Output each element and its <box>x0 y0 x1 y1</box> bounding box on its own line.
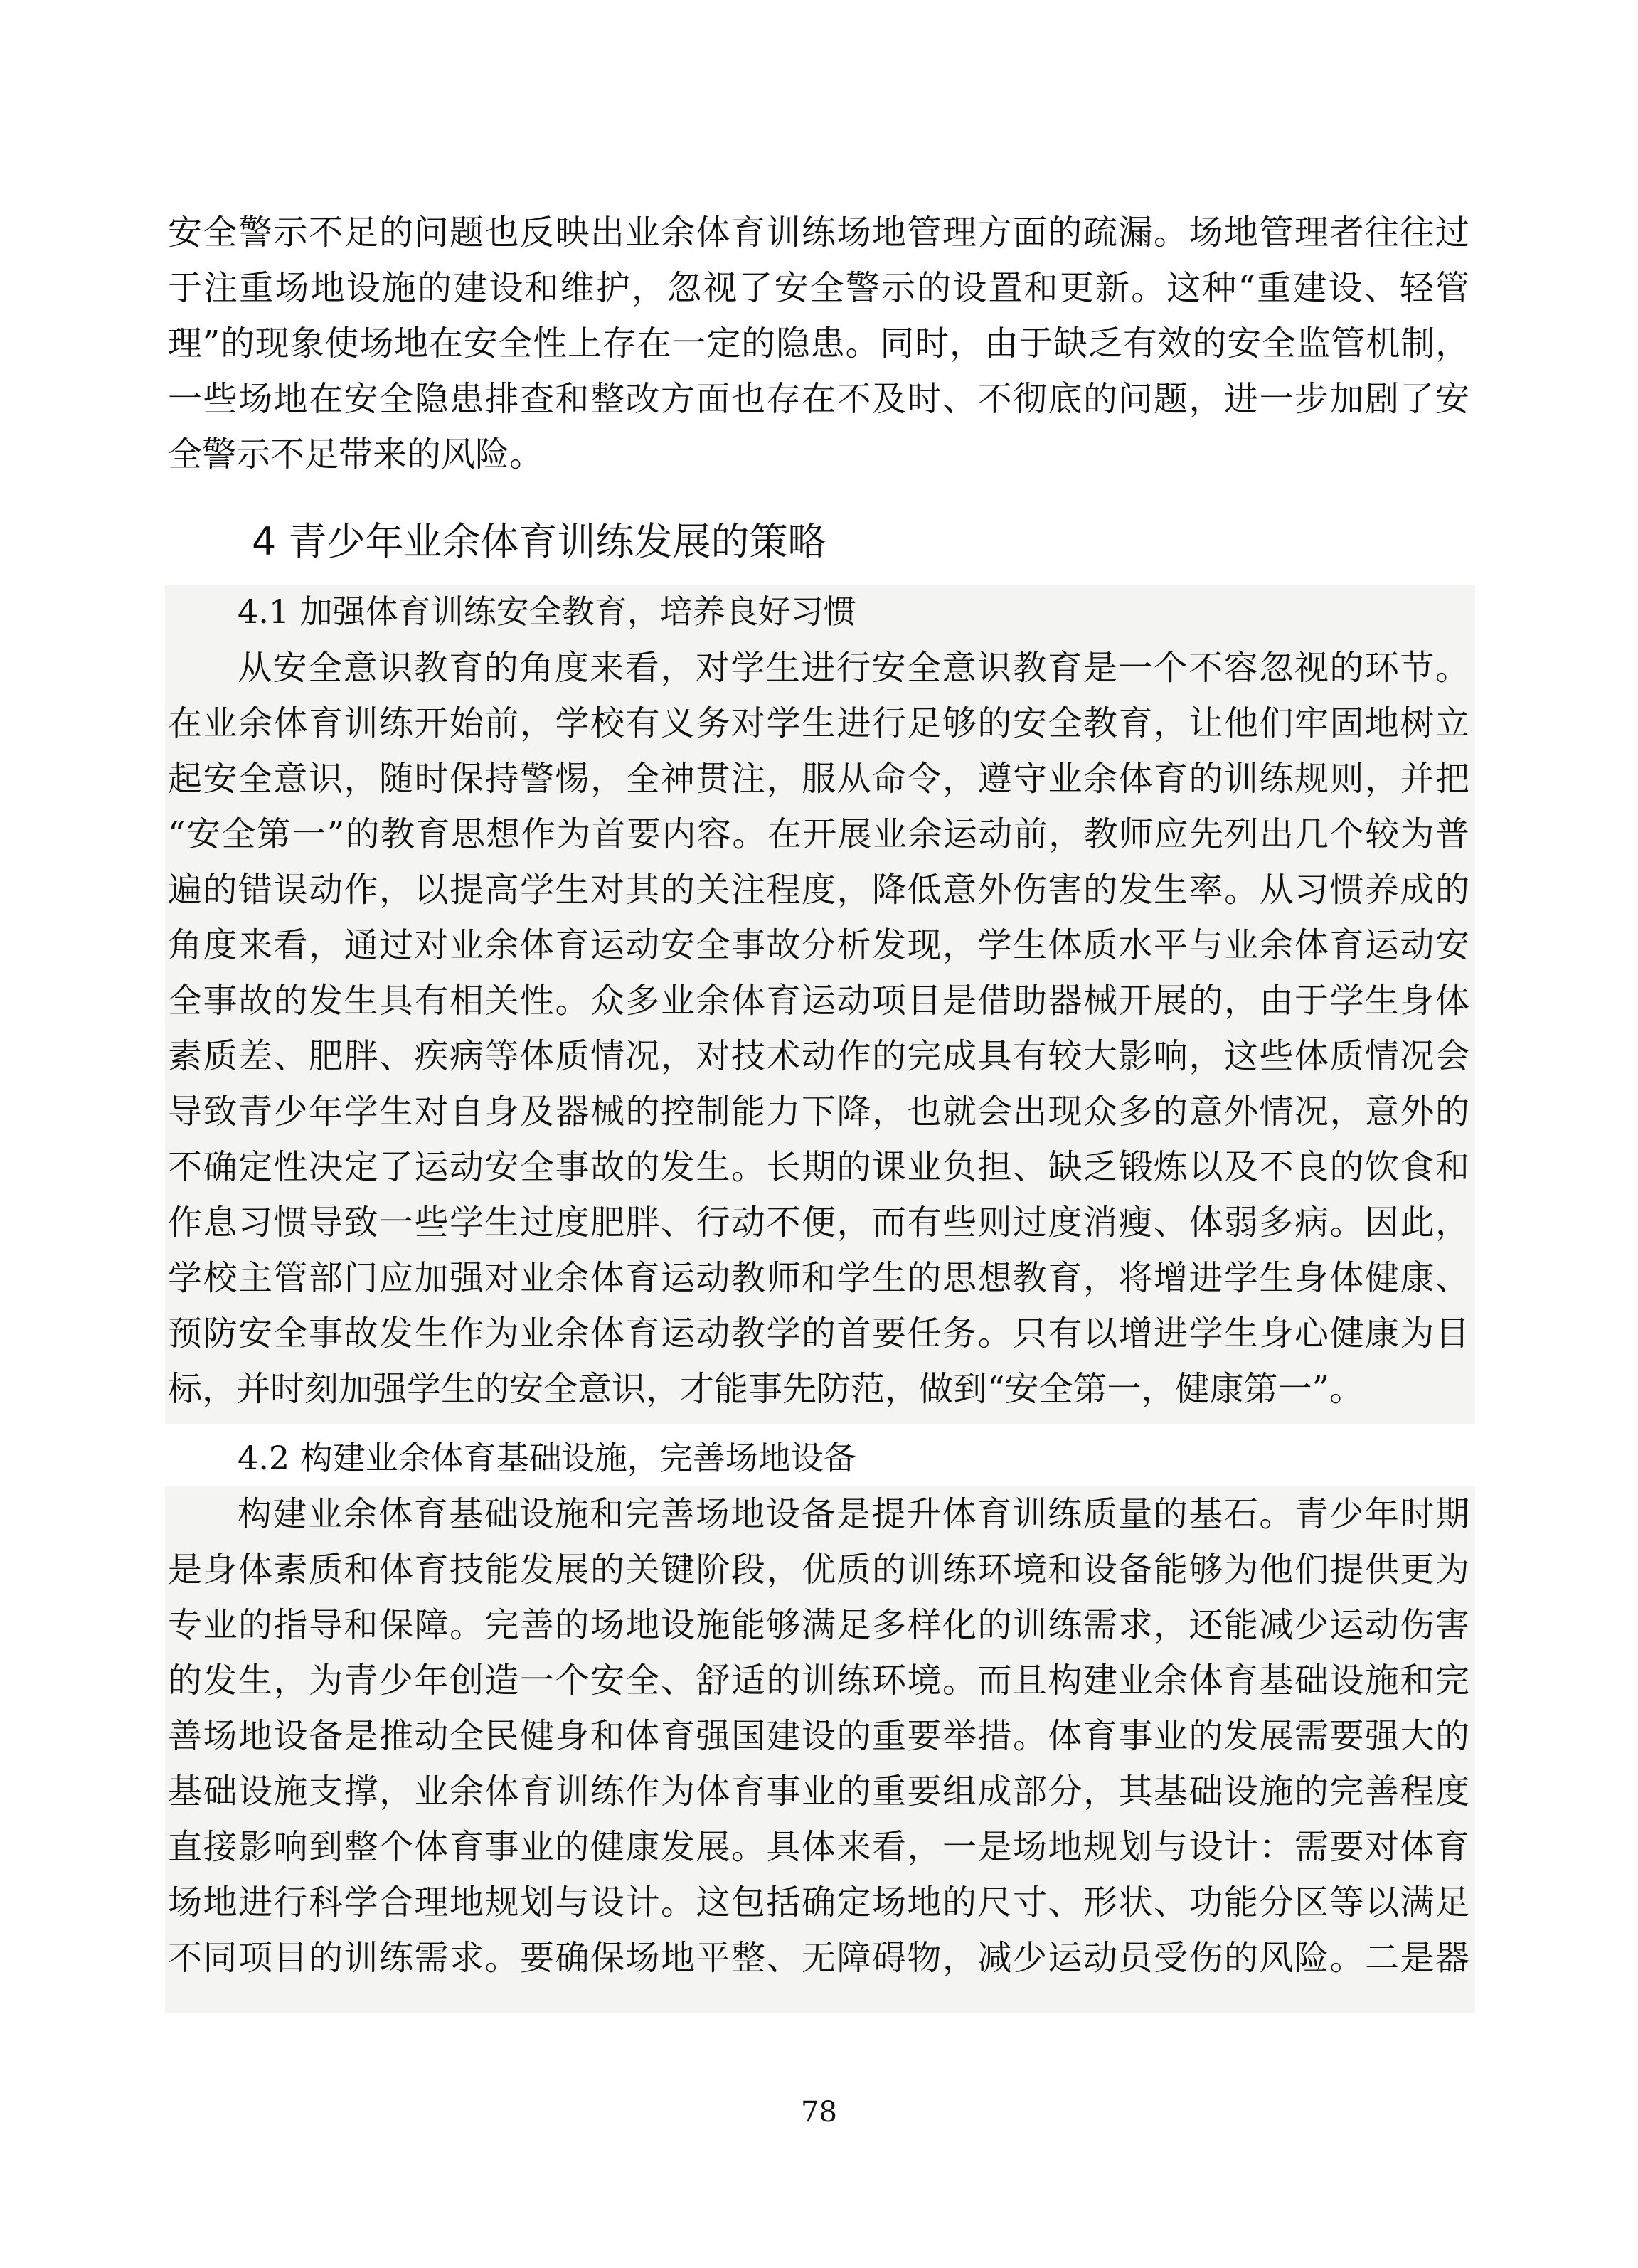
paragraph-line: 遍的错误动作，以提高学生对其的关注程度，降低意外伤害的发生率。从习惯养成的 <box>168 870 1469 910</box>
paragraph-line: 学校主管部门应加强对业余体育运动教师和学生的思想教育，将增进学生身体健康、 <box>168 1258 1469 1298</box>
paragraph-line: 的发生，为青少年创造一个安全、舒适的训练环境。而且构建业余体育基础设施和完 <box>168 1661 1469 1700</box>
paragraph-line: 从安全意识教育的角度来看，对学生进行安全意识教育是一个不容忽视的环节。 <box>238 648 1469 688</box>
subsection-number: 4.1 <box>238 592 290 631</box>
subsection-title: 加强体育训练安全教育，培养良好习惯 <box>299 592 856 631</box>
paragraph-line: 标，并时刻加强学生的安全意识，才能事先防范，做到“安全第一，健康第一”。 <box>168 1369 1364 1409</box>
paragraph-line: 于注重场地设施的建设和维护，忽视了安全警示的设置和更新。这种“重建设、轻管 <box>168 268 1469 308</box>
paragraph-line: 素质差、肥胖、疾病等体质情况，对技术动作的完成具有较大影响，这些体质情况会 <box>168 1036 1469 1076</box>
paragraph-line: 构建业余体育基础设施和完善场地设备是提升体育训练质量的基石。青少年时期 <box>238 1494 1469 1534</box>
paragraph-line: 理”的现象使场地在安全性上存在一定的隐患。同时，由于缺乏有效的安全监管机制， <box>168 324 1469 363</box>
paragraph-line: “安全第一”的教育思想作为首要内容。在开展业余运动前，教师应先列出几个较为普 <box>168 814 1469 854</box>
section-4-2-paragraph <box>168 1486 1469 1986</box>
paragraph-line: 不同项目的训练需求。要确保场地平整、无障碍物，减少运动员受伤的风险。二是器 <box>168 1938 1469 1978</box>
subsection-title: 构建业余体育基础设施，完善场地设备 <box>299 1439 856 1477</box>
paragraph-line: 专业的指导和保障。完善的场地设施能够满足多样化的训练需求，还能减少运动伤害 <box>168 1605 1469 1645</box>
paragraph-line: 起安全意识，随时保持警惕，全神贯注，服从命令，遵守业余体育的训练规则，并把 <box>168 759 1469 799</box>
subsection-heading <box>238 1431 856 1485</box>
subsection-number: 4.2 <box>238 1439 290 1477</box>
paragraph-line: 基础设施支撑，业余体育训练作为体育事业的重要组成部分，其基础设施的完善程度 <box>168 1772 1469 1811</box>
paragraph-line: 是身体素质和体育技能发展的关键阶段，优质的训练环境和设备能够为他们提供更为 <box>168 1550 1469 1590</box>
paragraph-line: 导致青少年学生对自身及器械的控制能力下降，也就会出现众多的意外情况，意外的 <box>168 1092 1469 1132</box>
paragraph-line: 角度来看，通过对业余体育运动安全事故分析发现，学生体质水平与业余体育运动安 <box>168 925 1469 965</box>
paragraph-line: 全警示不足带来的风险。 <box>168 435 544 474</box>
paragraph-line: 安全警示不足的问题也反映出业余体育训练场地管理方面的疏漏。场地管理者往往过 <box>168 213 1469 252</box>
paragraph-line: 一些场地在安全隐患排查和整改方面也存在不及时、不彻底的问题，进一步加剧了安 <box>168 379 1469 419</box>
section-4-1-paragraph <box>168 640 1469 1417</box>
paragraph-line: 不确定性决定了运动安全事故的发生。长期的课业负担、缺乏锻炼以及不良的饮食和 <box>168 1147 1469 1187</box>
page-number: 78 <box>801 2096 837 2129</box>
subsection-heading <box>238 585 856 639</box>
paragraph-line: 全事故的发生具有相关性。众多业余体育运动项目是借助器械开展的，由于学生身体 <box>168 981 1469 1021</box>
paragraph-line: 场地进行科学合理地规划与设计。这包括确定场地的尺寸、形状、功能分区等以满足 <box>168 1883 1469 1922</box>
paragraph-line: 预防安全事故发生作为业余体育运动教学的首要任务。只有以增进学生身心健康为目 <box>168 1314 1469 1353</box>
continuation-paragraph <box>168 205 1469 482</box>
section-heading: 4 青少年业余体育训练发展的策略 <box>252 519 826 564</box>
paragraph-line: 直接影响到整个体育事业的健康发展。具体来看，一是场地规划与设计：需要对体育 <box>168 1827 1469 1867</box>
paragraph-line: 在业余体育训练开始前，学校有义务对学生进行足够的安全教育，让他们牢固地树立 <box>168 703 1469 743</box>
paragraph-line: 作息习惯导致一些学生过度肥胖、行动不便，而有些则过度消瘦、体弱多病。因此， <box>168 1203 1469 1242</box>
paragraph-line: 善场地设备是推动全民健身和体育强国建设的重要举措。体育事业的发展需要强大的 <box>168 1716 1469 1756</box>
